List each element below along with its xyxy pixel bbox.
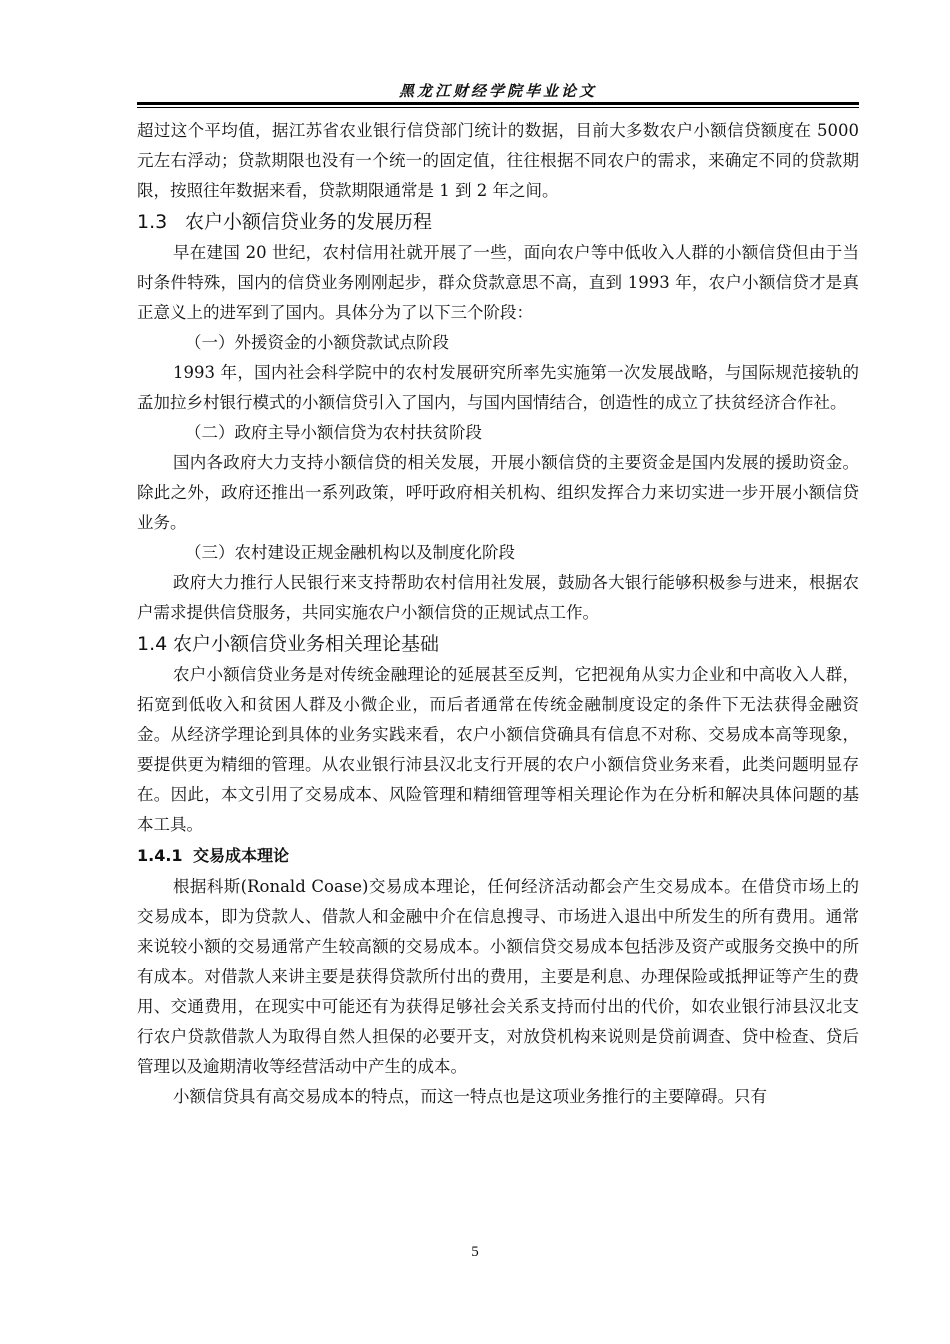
section-heading-1-3 xyxy=(137,206,859,238)
stage-heading-2: （二）政府主导小额信贷为农村扶贫阶段 xyxy=(185,423,482,442)
section-title: 农户小额信贷业务相关理论基础 xyxy=(173,633,440,655)
paragraph: 早在建国 20 世纪，农村信用社就开展了一些，面向农户等中低收入人群的小额信贷但由于当时条件特殊，国内的信贷业务刚刚起步，群众贷款意思不高，直到 1993 年，农户小额信贷才是真正意义上的进军到了国内。具体分为了以下三个阶段： xyxy=(137,243,859,322)
running-header: 黑龙江财经学院毕业论文 xyxy=(398,82,597,100)
section-number: 1.4 xyxy=(137,633,168,655)
paragraph: 农户小额信贷业务是对传统金融理论的延展甚至反判，它把视角从实力企业和中高收入人群，拓宽到低收入和贫困人群及小微企业，而后者通常在传统金融制度设定的条件下无法获得金融资金。从经济学理论到具体的业务实践来看，农户小额信贷确具有信息不对称、交易成本高等现象，要提供更为精细的管理。从农业银行沛县汉北支行开展的农户小额信贷业务来看，此类问题明显存在。因此，本文引用了交易成本、风险管理和精细管理等相关理论作为在分析和解决具体问题的基本工具。 xyxy=(137,665,859,834)
paragraph: 政府大力推行人民银行来支持帮助农村信用社发展，鼓励各大银行能够积极参与进来，根据农户需求提供信贷服务，共同实施农户小额信贷的正规试点工作。 xyxy=(137,573,859,622)
subsection-number: 1.4.1 xyxy=(137,846,183,865)
section-title: 农户小额信贷业务的发展历程 xyxy=(185,211,433,233)
paragraph: 根据科斯(Ronald Coase)交易成本理论，任何经济活动都会产生交易成本。在借贷市场上的交易成本，即为贷款人、借款人和金融中介在信息搜寻、市场进入退出中所发生的所有费用。通常来说较小额的交易通常产生较高额的交易成本。小额信贷交易成本包括涉及资产或服务交换中的所有成本。对借款人来讲主要是获得贷款所付出的费用，主要是利息、办理保险或抵押证等产生的费用、交通费用，在现实中可能还有为获得足够社会关系支持而付出的代价，如农业银行沛县汉北支行农户贷款借款人为取得自然人担保的必要开支，对放贷机构来说则是贷前调查、贷中检查、贷后管理以及逾期清收等经营活动中产生的成本。 xyxy=(137,877,859,1076)
header-rule-thick xyxy=(137,102,859,105)
stage-heading-1: （一）外援资金的小额贷款试点阶段 xyxy=(185,333,449,352)
paragraph: 小额信贷具有高交易成本的特点，而这一特点也是这项业务推行的主要障碍。只有 xyxy=(173,1087,767,1106)
section-heading-1-4 xyxy=(137,628,859,660)
page-body xyxy=(137,116,859,1112)
section-number: 1.3 xyxy=(137,211,168,233)
subsection-heading-1-4-1 xyxy=(137,840,859,872)
subsection-title: 交易成本理论 xyxy=(193,846,290,865)
stage-heading-3: （三）农村建设正规金融机构以及制度化阶段 xyxy=(185,543,515,562)
page-number: 5 xyxy=(471,1244,479,1260)
paragraph-continuation: 超过这个平均值，据江苏省农业银行信贷部门统计的数据，目前大多数农户小额信贷额度在 5000 元左右浮动；贷款期限也没有一个统一的固定值，往往根据不同农户的需求，来确定不同的贷款期限，按照往年数据来看，贷款期限通常是 1 到 2 年之间。 xyxy=(137,121,859,200)
paragraph: 国内各政府大力支持小额信贷的相关发展，开展小额信贷的主要资金是国内发展的援助资金。除此之外，政府还推出一系列政策，呼吁政府相关机构、组织发挥合力来切实进一步开展小额信贷业务。 xyxy=(137,453,859,532)
paragraph: 1993 年，国内社会科学院中的农村发展研究所率先实施第一次发展战略，与国际规范接轨的孟加拉乡村银行模式的小额信贷引入了国内，与国内国情结合，创造性的成立了扶贫经济合作社。 xyxy=(137,363,859,412)
header-rule-thin xyxy=(137,107,859,108)
